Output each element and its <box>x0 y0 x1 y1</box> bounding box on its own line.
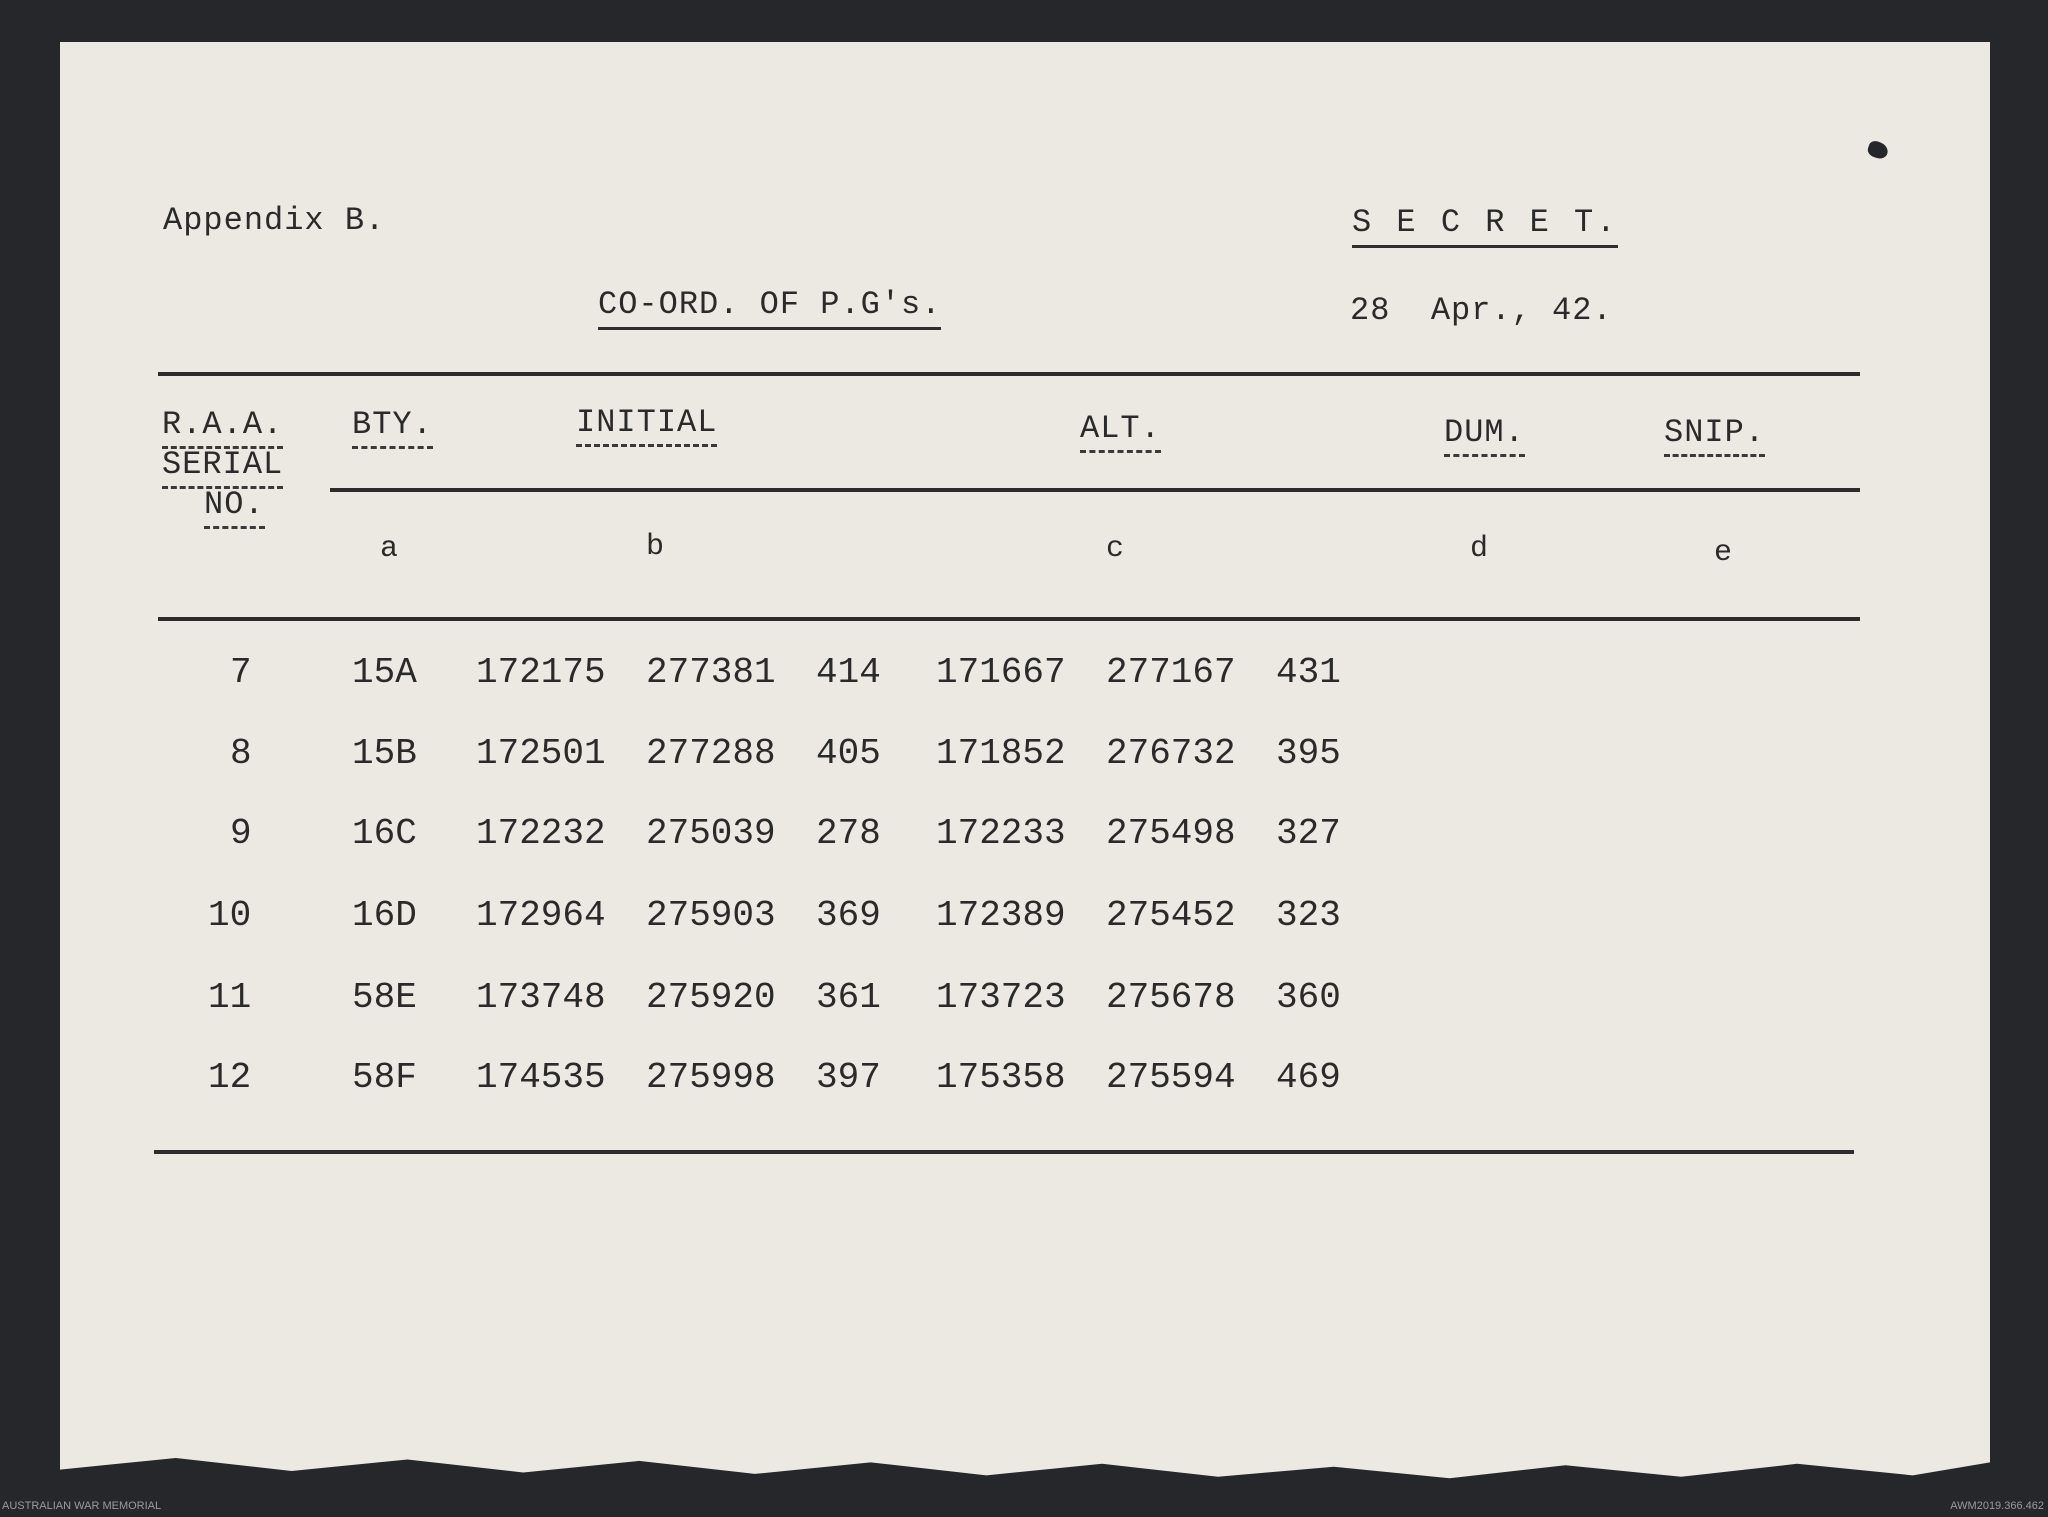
serial-cell: 11 <box>208 977 252 1018</box>
table-row <box>0 895 2048 939</box>
table-bottom-rule <box>154 1150 1854 1154</box>
alt-northing-cell: 275498 <box>1106 813 1236 854</box>
table-row <box>0 977 2048 1021</box>
serial-cell: 10 <box>208 895 252 936</box>
alt-height-cell: 469 <box>1276 1057 1341 1098</box>
initial-easting-cell: 172232 <box>476 813 606 854</box>
alt-northing-cell: 276732 <box>1106 733 1236 774</box>
header-bottom-rule <box>158 617 1860 621</box>
bty-cell: 15B <box>352 733 417 774</box>
alt-easting-cell: 172233 <box>936 813 1066 854</box>
alt-height-cell: 431 <box>1276 652 1341 693</box>
alt-easting-cell: 172389 <box>936 895 1066 936</box>
bty-cell: 15A <box>352 652 417 693</box>
secret-marking: S E C R E T. <box>1352 204 1618 248</box>
table-row <box>0 652 2048 696</box>
initial-northing-cell: 275998 <box>646 1057 776 1098</box>
serial-heading-line-1: R.A.A. <box>162 406 283 449</box>
initial-height-cell: 361 <box>816 977 881 1018</box>
column-letter-rule <box>330 488 1860 492</box>
alt-easting-cell: 171852 <box>936 733 1066 774</box>
document-title: CO-ORD. OF P.G's. <box>598 286 941 330</box>
bty-cell: 58E <box>352 977 417 1018</box>
alt-easting-cell: 173723 <box>936 977 1066 1018</box>
header-top-rule <box>158 372 1860 376</box>
alt-column-heading: ALT. <box>1080 410 1161 453</box>
initial-easting-cell: 172964 <box>476 895 606 936</box>
column-letter-a: a <box>380 532 399 566</box>
alt-height-cell: 323 <box>1276 895 1341 936</box>
initial-column-heading: INITIAL <box>576 404 717 447</box>
column-letter-e: e <box>1714 536 1733 570</box>
snip-column-heading: SNIP. <box>1664 414 1765 457</box>
serial-heading-line-3: NO. <box>204 486 265 529</box>
bty-cell: 16C <box>352 813 417 854</box>
alt-northing-cell: 275594 <box>1106 1057 1236 1098</box>
column-letter-d: d <box>1470 532 1489 566</box>
table-row <box>0 733 2048 777</box>
initial-easting-cell: 173748 <box>476 977 606 1018</box>
bty-cell: 58F <box>352 1057 417 1098</box>
alt-northing-cell: 275452 <box>1106 895 1236 936</box>
bty-cell: 16D <box>352 895 417 936</box>
document-date: 28 Apr., 42. <box>1350 292 1613 329</box>
alt-northing-cell: 277167 <box>1106 652 1236 693</box>
dum-column-heading: DUM. <box>1444 414 1525 457</box>
alt-northing-cell: 275678 <box>1106 977 1236 1018</box>
initial-easting-cell: 172175 <box>476 652 606 693</box>
archive-caption-right: AWM2019.366.462 <box>1950 1500 2044 1512</box>
alt-height-cell: 395 <box>1276 733 1341 774</box>
table-row <box>0 813 2048 857</box>
alt-easting-cell: 171667 <box>936 652 1066 693</box>
initial-easting-cell: 174535 <box>476 1057 606 1098</box>
alt-easting-cell: 175358 <box>936 1057 1066 1098</box>
bty-column-heading: BTY. <box>352 406 433 449</box>
initial-northing-cell: 277381 <box>646 652 776 693</box>
appendix-label: Appendix B. <box>163 202 386 239</box>
serial-cell: 9 <box>230 813 252 854</box>
serial-cell: 12 <box>208 1057 252 1098</box>
alt-height-cell: 360 <box>1276 977 1341 1018</box>
initial-height-cell: 278 <box>816 813 881 854</box>
initial-easting-cell: 172501 <box>476 733 606 774</box>
table-row <box>0 1057 2048 1101</box>
initial-height-cell: 397 <box>816 1057 881 1098</box>
initial-height-cell: 405 <box>816 733 881 774</box>
initial-northing-cell: 275039 <box>646 813 776 854</box>
column-letter-b: b <box>646 530 665 564</box>
initial-northing-cell: 275920 <box>646 977 776 1018</box>
serial-cell: 8 <box>230 733 252 774</box>
initial-height-cell: 369 <box>816 895 881 936</box>
initial-height-cell: 414 <box>816 652 881 693</box>
serial-cell: 7 <box>230 652 252 693</box>
archive-caption-left: AUSTRALIAN WAR MEMORIAL <box>2 1500 162 1512</box>
serial-heading-line-2: SERIAL <box>162 446 283 489</box>
initial-northing-cell: 275903 <box>646 895 776 936</box>
column-letter-c: c <box>1106 532 1125 566</box>
initial-northing-cell: 277288 <box>646 733 776 774</box>
alt-height-cell: 327 <box>1276 813 1341 854</box>
